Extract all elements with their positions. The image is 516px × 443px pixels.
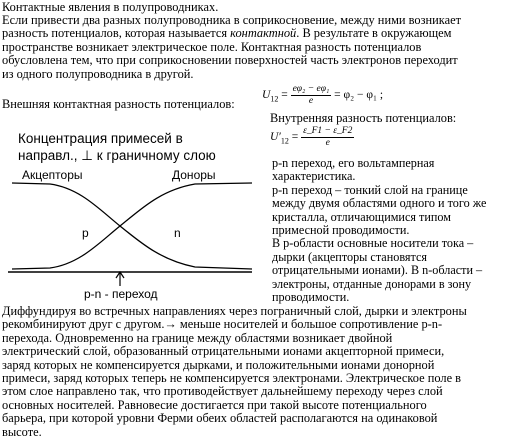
formula-numerator: eφ₂ − eφ₁ xyxy=(292,84,330,94)
internal-potential-label: Внутренняя разность потенциалов: xyxy=(270,111,457,125)
paragraph-line: этом слое направлено так, что противодействует дальнейшему переходу через слой xyxy=(2,384,443,399)
diagram-caption-line1: Концентрация примесей в xyxy=(18,131,183,146)
formula-numerator: ε_F1 − ε_F2 xyxy=(303,126,353,136)
intro-line: пространстве возникает электрическое поле. Контактная разность потенциалов xyxy=(2,39,422,54)
description-line: проводимости. xyxy=(272,290,350,305)
paragraph-line: перехода. Одновременно на границе между областями возникает двойной xyxy=(2,330,393,345)
formula-fraction xyxy=(301,126,354,149)
n-region-label: n xyxy=(174,226,181,240)
description-line: характеристика. xyxy=(272,169,356,184)
description-line: примесной проводимости. xyxy=(272,223,410,238)
external-potential-formula: $U_{12}$ = $\frac{\text{eφ₂ − eφ₁}}{e}$ = φ₂ − φ₁ ; xyxy=(262,84,384,106)
paragraph-line: электрический слой, образованный отрицательными ионами акцепторной примеси, xyxy=(2,344,445,359)
junction-label: p-n - переход xyxy=(84,287,158,301)
description-line: p-n переход – тонкий слой на границе xyxy=(272,182,468,197)
p-region-label: p xyxy=(82,226,89,240)
page-title: Контактные явления в полупроводниках. xyxy=(2,0,219,14)
paragraph-line: высоте. xyxy=(2,424,42,439)
intro-line: обусловлена тем, что при соприкосновении поверхностей часть электронов переходит xyxy=(2,53,458,68)
description-line: отрицательными ионами). В n-области – xyxy=(272,263,483,278)
description-line: кристалла, отличающимися типом xyxy=(272,209,451,224)
description-line: между двумя областями одного и того же xyxy=(272,196,487,211)
formula-denominator: e xyxy=(308,96,314,106)
formula-fraction xyxy=(291,84,332,107)
formula-lhs-sub: 12 xyxy=(280,136,289,146)
external-potential-label: Внешняя контактная разность потенциалов: xyxy=(2,97,235,111)
acceptors-label: Акцепторы xyxy=(22,168,83,182)
acceptor-curve xyxy=(12,183,252,269)
formula-lhs: U′ xyxy=(270,131,281,144)
formula-denominator: e xyxy=(325,138,330,148)
intro-line: разность потенциалов, которая называется контактной. В результате в окружающем xyxy=(2,26,452,41)
description-line: электроны, отданные донорами в зону xyxy=(272,276,472,291)
diagram-caption-line2: направл., ⊥ к граничному слою xyxy=(18,148,216,163)
description-line: дырки (акцепторы становятся xyxy=(272,249,428,264)
formula-lhs: U xyxy=(262,89,271,102)
internal-potential-formula: $U'_{12}$ = $\frac{\varepsilon\_F1 - \varepsilon\_F2}{e}$ xyxy=(270,126,353,148)
description-line: В p-области основные носители тока – xyxy=(272,236,474,251)
paragraph-line: заряд которых не компенсируется дырками, и положительными ионами донорной xyxy=(2,357,435,372)
paragraph-line: основных носителей. Равновесие достигается при такой высоте потенциального xyxy=(2,397,427,412)
donor-curve xyxy=(12,183,252,269)
intro-line: Если привести два разных полупроводника в соприкосновение, между ними возникает xyxy=(2,13,462,27)
formula-rhs: = φ₂ − φ₁ ; xyxy=(334,89,384,102)
intro-line: из одного полупроводника в другой. xyxy=(2,66,194,81)
description-line: p-n переход, его вольтамперная xyxy=(272,156,435,170)
paragraph-line: барьера, при которой уровни Ферми обеих областей располагаются на одинаковой xyxy=(2,411,438,426)
paragraph-line: примеси, заряд которых теперь не компенсируется электронами. Электрическое поле в xyxy=(2,371,462,386)
pn-junction-description xyxy=(272,157,486,304)
emphasis-term: контактной xyxy=(230,26,297,41)
donors-label: Доноры xyxy=(172,168,216,182)
diffusion-paragraph xyxy=(2,305,467,439)
paragraph-line: рекомбинируют друг с другом.→ меньше носителей и большое сопротивление p-n- xyxy=(2,317,443,332)
intro-paragraph xyxy=(2,14,461,81)
formula-lhs-sub: 12 xyxy=(270,94,279,104)
impurity-concentration-diagram xyxy=(0,120,262,305)
paragraph-line: Диффундируя во встречных направлениях через пограничный слой, дырки и электроны xyxy=(2,304,467,318)
